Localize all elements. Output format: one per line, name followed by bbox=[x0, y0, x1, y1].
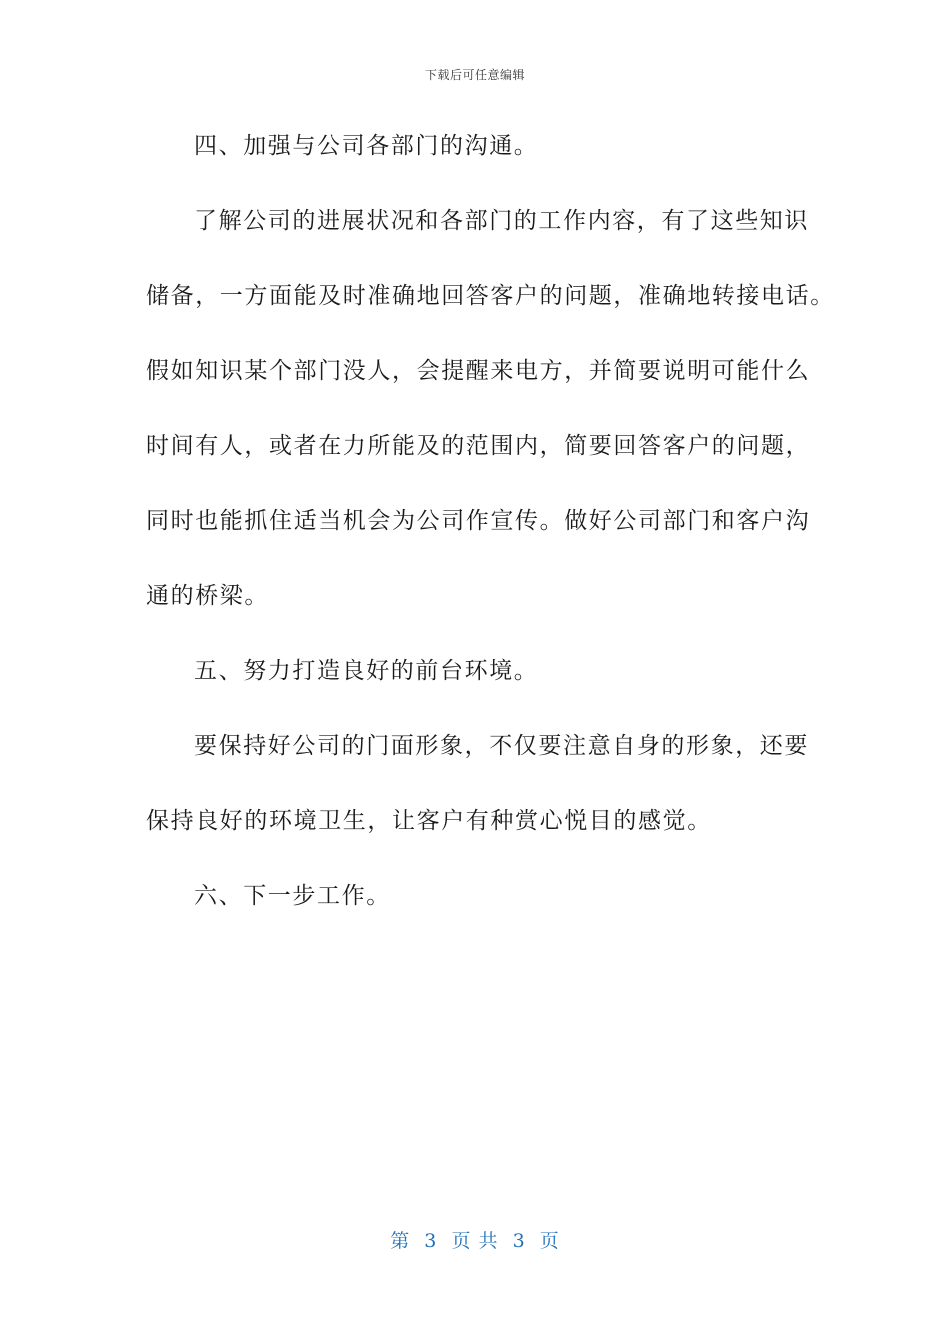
paragraph-line: 假如知识某个部门没人，会提醒来电方，并简要说明可能什么 bbox=[146, 358, 811, 384]
section-heading-communication: 四、加强与公司各部门的沟通。 bbox=[194, 133, 539, 159]
section-heading-next-steps: 六、下一步工作。 bbox=[194, 883, 391, 909]
document-body bbox=[146, 124, 835, 949]
header-note: 下载后可任意编辑 bbox=[424, 68, 525, 82]
paragraph-line: 通的桥梁。 bbox=[146, 583, 269, 609]
page-number-footer: 第 3 页 共 3 页 bbox=[390, 1230, 560, 1252]
section-heading-environment: 五、努力打造良好的前台环境。 bbox=[194, 658, 539, 684]
paragraph-line: 了解公司的进展状况和各部门的工作内容，有了这些知识 bbox=[194, 208, 809, 234]
paragraph-line: 储备，一方面能及时准确地回答客户的问题，准确地转接电话。 bbox=[146, 283, 835, 309]
paragraph-line: 时间有人，或者在力所能及的范围内，简要回答客户的问题， bbox=[146, 433, 811, 459]
paragraph-line: 保持良好的环境卫生，让客户有种赏心悦目的感觉。 bbox=[146, 808, 712, 834]
paragraph-line: 要保持好公司的门面形象，不仅要注意自身的形象，还要 bbox=[194, 733, 809, 759]
paragraph-line: 同时也能抓住适当机会为公司作宣传。做好公司部门和客户沟 bbox=[146, 508, 811, 534]
